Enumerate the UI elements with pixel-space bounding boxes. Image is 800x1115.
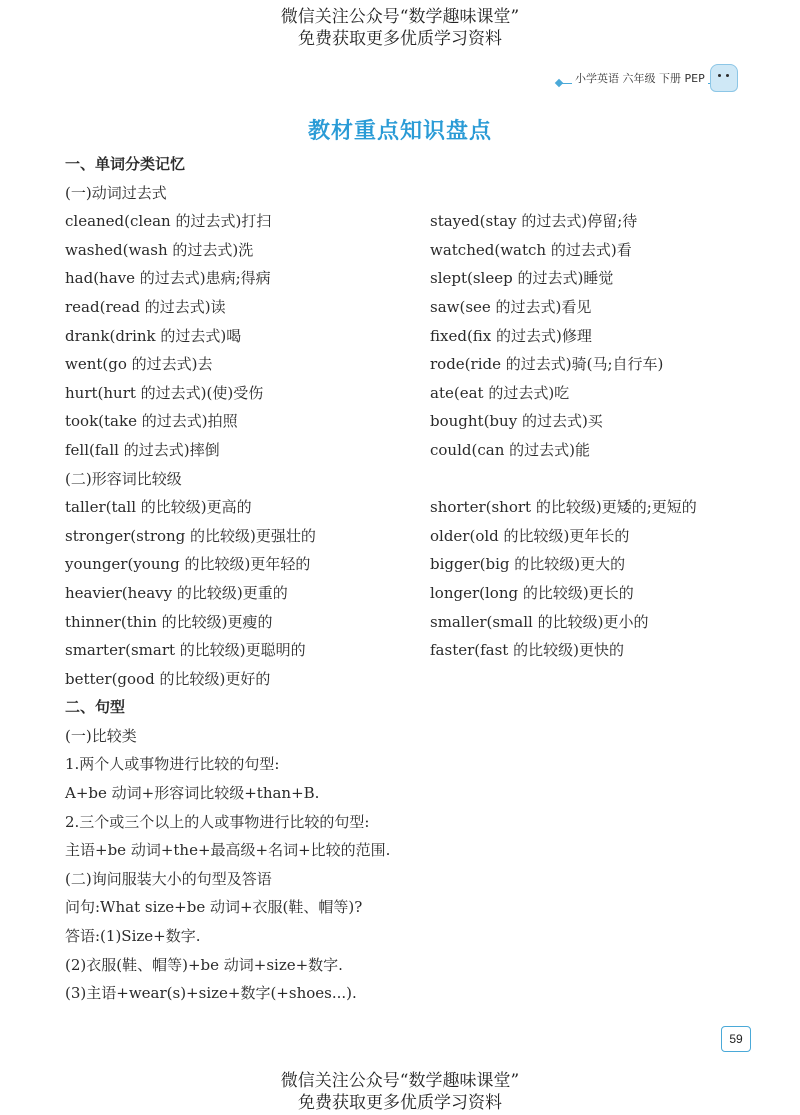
verb-row <box>65 322 745 351</box>
verb-right: rode(ride 的过去式)骑(马;自行车) <box>430 355 664 374</box>
adjective-row <box>65 665 745 694</box>
verb-left: went(go 的过去式)去 <box>65 355 213 374</box>
verb-right: bought(buy 的过去式)买 <box>430 412 603 431</box>
adjective-left: better(good 的比较级)更好的 <box>65 669 271 688</box>
verb-left: took(take 的过去式)拍照 <box>65 412 238 431</box>
adjective-left: taller(tall 的比较级)更高的 <box>65 498 252 517</box>
mascot-icon <box>710 64 738 92</box>
verb-right: watched(watch 的过去式)看 <box>430 240 632 259</box>
adjective-row <box>65 493 745 522</box>
verb-row <box>65 236 745 265</box>
verb-right: saw(see 的过去式)看见 <box>430 297 592 316</box>
adjective-right: faster(fast 的比较级)更快的 <box>430 641 624 660</box>
sentence-line: 1.两个人或事物进行比较的句型: <box>65 755 280 774</box>
section2-heading: 二、句型 <box>65 698 126 717</box>
adjective-right: older(old 的比较级)更年长的 <box>430 526 630 545</box>
sentence-line: (3)主语+wear(s)+size+数字(+shoes...). <box>65 984 357 1003</box>
verb-right: fixed(fix 的过去式)修理 <box>430 326 592 345</box>
adjective-row <box>65 636 745 665</box>
verb-left: cleaned(clean 的过去式)打扫 <box>65 212 272 231</box>
verb-row <box>65 293 745 322</box>
sentence-line: (二)询问服装大小的句型及答语 <box>65 869 272 888</box>
watermark-top <box>0 6 800 50</box>
watermark-line-2: 免费获取更多优质学习资料 <box>298 1093 502 1113</box>
adjective-left: heavier(heavy 的比较级)更重的 <box>65 583 288 602</box>
page-title: 教材重点知识盘点 <box>307 119 492 144</box>
adjective-right: smaller(small 的比较级)更小的 <box>430 612 649 631</box>
adjective-left: smarter(smart 的比较级)更聪明的 <box>65 641 306 660</box>
adjective-row <box>65 579 745 608</box>
verb-left: hurt(hurt 的过去式)(使)受伤 <box>65 383 264 402</box>
adjective-right: longer(long 的比较级)更长的 <box>430 583 634 602</box>
sentence-line: 2.三个或三个以上的人或事物进行比较的句型: <box>65 812 370 831</box>
section1-sub2: (二)形容词比较级 <box>65 469 182 488</box>
verb-row <box>65 207 745 236</box>
sentence-line: A+be 动词+形容词比较级+than+B. <box>65 784 320 803</box>
adjective-left: younger(young 的比较级)更年轻的 <box>65 555 311 574</box>
verb-left: fell(fall 的过去式)摔倒 <box>65 440 220 459</box>
watermark-bottom <box>0 1070 800 1114</box>
page-number: 59 <box>721 1026 751 1052</box>
verb-left: read(read 的过去式)读 <box>65 297 226 316</box>
running-head-diamond-icon <box>555 79 563 87</box>
verb-row <box>65 350 745 379</box>
content <box>65 150 745 1008</box>
verb-right: slept(sleep 的过去式)睡觉 <box>430 269 614 288</box>
watermark-line-1: 微信关注公众号“数学趣味课堂” <box>280 7 520 27</box>
sentence-line: (2)衣服(鞋、帽等)+be 动词+size+数字. <box>65 955 343 974</box>
verb-left: drank(drink 的过去式)喝 <box>65 326 242 345</box>
verb-right: could(can 的过去式)能 <box>430 440 590 459</box>
verb-left: had(have 的过去式)患病;得病 <box>65 269 271 288</box>
verb-right: stayed(stay 的过去式)停留;待 <box>430 212 638 231</box>
verb-right: ate(eat 的过去式)吃 <box>430 383 570 402</box>
sentence-line: (一)比较类 <box>65 726 137 745</box>
sentence-line: 答语:(1)Size+数字. <box>65 927 201 946</box>
section1-sub1: (一)动词过去式 <box>65 183 167 202</box>
adjective-row <box>65 550 745 579</box>
sentence-line: 主语+be 动词+the+最高级+名词+比较的范围. <box>65 841 391 860</box>
adjective-left: stronger(strong 的比较级)更强壮的 <box>65 526 316 545</box>
verb-row <box>65 407 745 436</box>
verb-left: washed(wash 的过去式)洗 <box>65 240 254 259</box>
section1-heading: 一、单词分类记忆 <box>65 155 186 173</box>
adjective-left: thinner(thin 的比较级)更瘦的 <box>65 612 273 631</box>
running-head-text: 小学英语 六年级 下册 PEP <box>572 70 708 86</box>
watermark-line-2: 免费获取更多优质学习资料 <box>298 29 502 49</box>
verb-row <box>65 436 745 465</box>
verb-row <box>65 264 745 293</box>
watermark-line-1: 微信关注公众号“数学趣味课堂” <box>280 1071 520 1091</box>
adjective-row <box>65 608 745 637</box>
adjective-right: shorter(short 的比较级)更矮的;更短的 <box>430 498 697 517</box>
adjective-row <box>65 522 745 551</box>
running-head <box>560 68 750 94</box>
verb-row <box>65 379 745 408</box>
adjective-right: bigger(big 的比较级)更大的 <box>430 555 626 574</box>
sentence-line: 问句:What size+be 动词+衣服(鞋、帽等)? <box>65 898 363 917</box>
